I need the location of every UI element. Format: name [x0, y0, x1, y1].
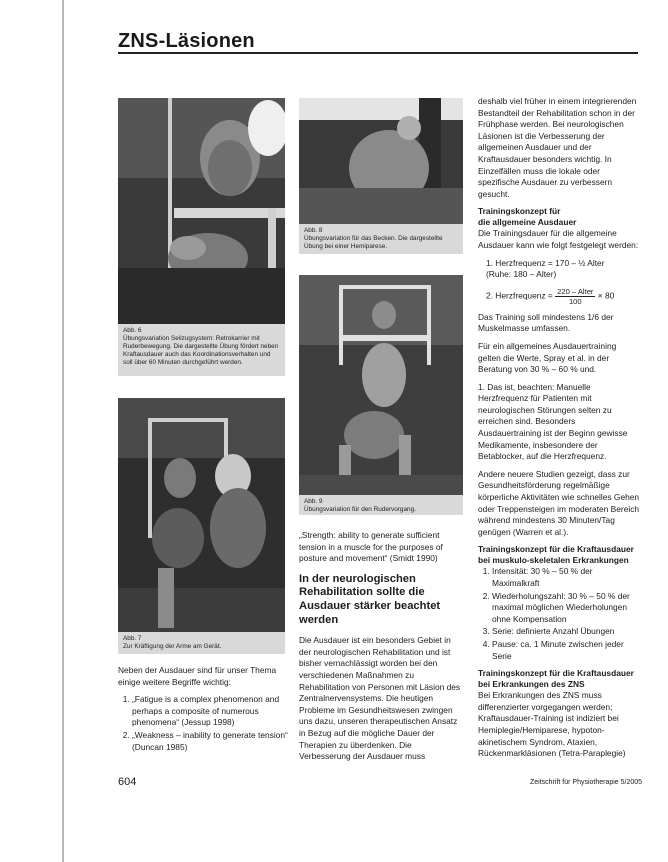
formula-2	[486, 287, 640, 306]
page-header	[118, 30, 638, 53]
terms-intro: Neben der Ausdauer sind für unser Thema einige weitere Begriffe wichtig:	[118, 665, 277, 687]
figure-9-caption	[299, 495, 463, 515]
term-item-1: 1. „Fatigue is a complex phenomenon and perhaps a composite of numerous phenomena“ (Jessup 1998)	[132, 694, 288, 729]
figure-6-photo	[118, 98, 285, 324]
formula-1	[486, 258, 640, 281]
figure-9-caption-text: Übungsvariation für den Rudervorgang.	[304, 506, 416, 513]
ausdauer-body: Die Ausdauer ist ein besonders Gebiet in der neurologischen Rehabilitation und ist bisher vernachlässigt worden bei den verschiedenen Maßnahmen zu Rehabilitation von Personen mit Läsion des Zentralnervensystems. Die heutigen Probleme im Gesundheitswesen zwingen uns dazu, unseren therapeutischen Ansatz in Bezug auf die mögliche Dauer der Therapien zu überdenken. Die Verbesserung der Ausdauer muss	[299, 635, 461, 762]
figure-7-label: Abb. 7	[123, 635, 142, 642]
kraft-list-item: 1. Intensität: 30 % – 50 % der Maximalkraft	[492, 566, 640, 589]
training-values-text: Für ein allgemeines Ausdauertraining gelten die Werte, Spray et al. in der Beratung von 30 % – 60 % und.	[478, 340, 617, 375]
figure-6-caption	[118, 324, 285, 376]
heading-allg-ausdauer-1: Trainingskonzept für	[478, 206, 561, 217]
figure-9-photo	[299, 275, 463, 495]
column-3-text	[478, 96, 640, 766]
figure-6-caption-text: Übungsvariation Seilzugsystem: Retrokarrier mit Ruderbewegung. Die dargestellte Übung fördert neben Kraftausdauer auch das Koordinationsverhalten und soll über 60 Minuten durchgeführt werden.	[123, 335, 279, 366]
column-2-text	[299, 530, 465, 769]
figure-8-photo	[299, 98, 463, 224]
figure-9-label: Abb. 9	[304, 498, 323, 505]
kraft-list-item: 4. Pause: ca. 1 Minute zwischen jeder Serie	[492, 639, 640, 662]
figure-8-caption-text: Übungsvariation für das Becken. Die dargestellte Übung bei einer Hemiparese.	[304, 235, 443, 250]
heading-kraftausdauer-2: bei muskulo-skeletalen Erkrankungen	[478, 555, 629, 566]
studies-text: Andere neuere Studien gezeigt, dass zur Gesundheitsförderung regelmäßige körperliche Aktivitäten wie schnelles Gehen oder Treppensteigen im moderaten Bereich während mindestens 30 Minuten/Tag genügen (Warren et al.).	[478, 468, 640, 537]
figure-6-label: Abb. 6	[123, 327, 142, 334]
section-heading-ausdauer: In der neurologischen Rehabilitation sollte die Ausdauer stärker beachtet werden	[299, 572, 441, 626]
figure-8-caption	[299, 224, 463, 254]
header-rule	[118, 52, 638, 54]
formula-1-line2: (Ruhe: 180 – Alter)	[486, 269, 557, 280]
term-item-3: „Strength: ability to generate sufficient tension in a muscle for the purposes of posture and movement“ (Smidt 1990)	[299, 530, 443, 564]
figure-8-label: Abb. 8	[304, 227, 323, 234]
heading-allg-ausdauer-2: die allgemeine Ausdauer	[478, 217, 577, 228]
heart-rate-note: 1. Das ist, beachten: Manuelle Herzfrequenz für Patienten mit neurologischen Störungen selten zu erreichen sind. Besonders Ausdauertraining ist der Beginn gewisse Medikamente, insbesondere der Betablocker, auf die Herzfrequenz.	[478, 381, 628, 462]
page-number: 604	[118, 776, 137, 788]
kraft-list-item: 3. Serie: definierte Anzahl Übungen	[492, 626, 640, 638]
formula-2-fraction	[555, 287, 595, 306]
formula-2-denominator: 100	[568, 296, 582, 306]
term-item-2: 2. „Weakness – inability to generate tension“ (Duncan 1985)	[132, 730, 288, 753]
figure-7-caption-text: Zur Kräftigung der Arme am Gerät.	[123, 643, 222, 650]
figure-7-photo	[118, 398, 285, 632]
kraft-list-item: 2. Wiederholungszahl: 30 % – 50 % der maximal möglichen Wiederholungen ohne Kompensation	[492, 591, 640, 626]
heading-zns-1: Trainingskonzept für die Kraftausdauer	[478, 668, 634, 679]
muscle-mass-text: Das Training soll mindestens 1/6 der Muskelmasse umfassen.	[478, 311, 614, 334]
training-dauer-text: Die Trainingsdauer für die allgemeine Ausdauer kann wie folgt festgelegt werden:	[478, 228, 639, 250]
heading-kraftausdauer-1: Trainingskonzept für die Kraftausdauer	[478, 544, 634, 555]
formula-1-line1: 1. Herzfrequenz = 170 – ½ Alter	[486, 257, 605, 268]
page-title: ZNS-Läsionen	[118, 30, 255, 52]
figure-7-caption	[118, 632, 285, 654]
formula-2-numerator: 220 – Alter	[557, 286, 594, 296]
formula-2-suffix: × 80	[597, 290, 615, 301]
formula-2-prefix: 2. Herzfrequenz =	[486, 290, 556, 301]
journal-name: Zeitschrift für Physiotherapie 5/2005	[530, 779, 643, 786]
heading-zns-2: bei Erkrankungen des ZNS	[478, 679, 585, 690]
column-1-text	[118, 665, 288, 759]
zns-text: Bei Erkrankungen des ZNS muss differenzierter vorgegangen werden; Kraftausdauer-Training ist indiziert bei Hemiplegie/Hemiparese, hypoton-akinetischem Syndrom, Ataxien, Rückenmarkläsionen (Tetra-Paraplegie)	[478, 690, 626, 759]
col3-intro: deshalb viel früher in einem integrierenden Bestandteil der Rehabilitation schon in der Frühphase werden. Bei neurologischen Läsionen ist die Verbesserung der allgemeinen Ausdauer und der Kraftausdauer besonders wichtig. In Einzelfällen muss die lokale oder spezifische Ausdauer zu verbessern gesucht.	[478, 96, 637, 199]
